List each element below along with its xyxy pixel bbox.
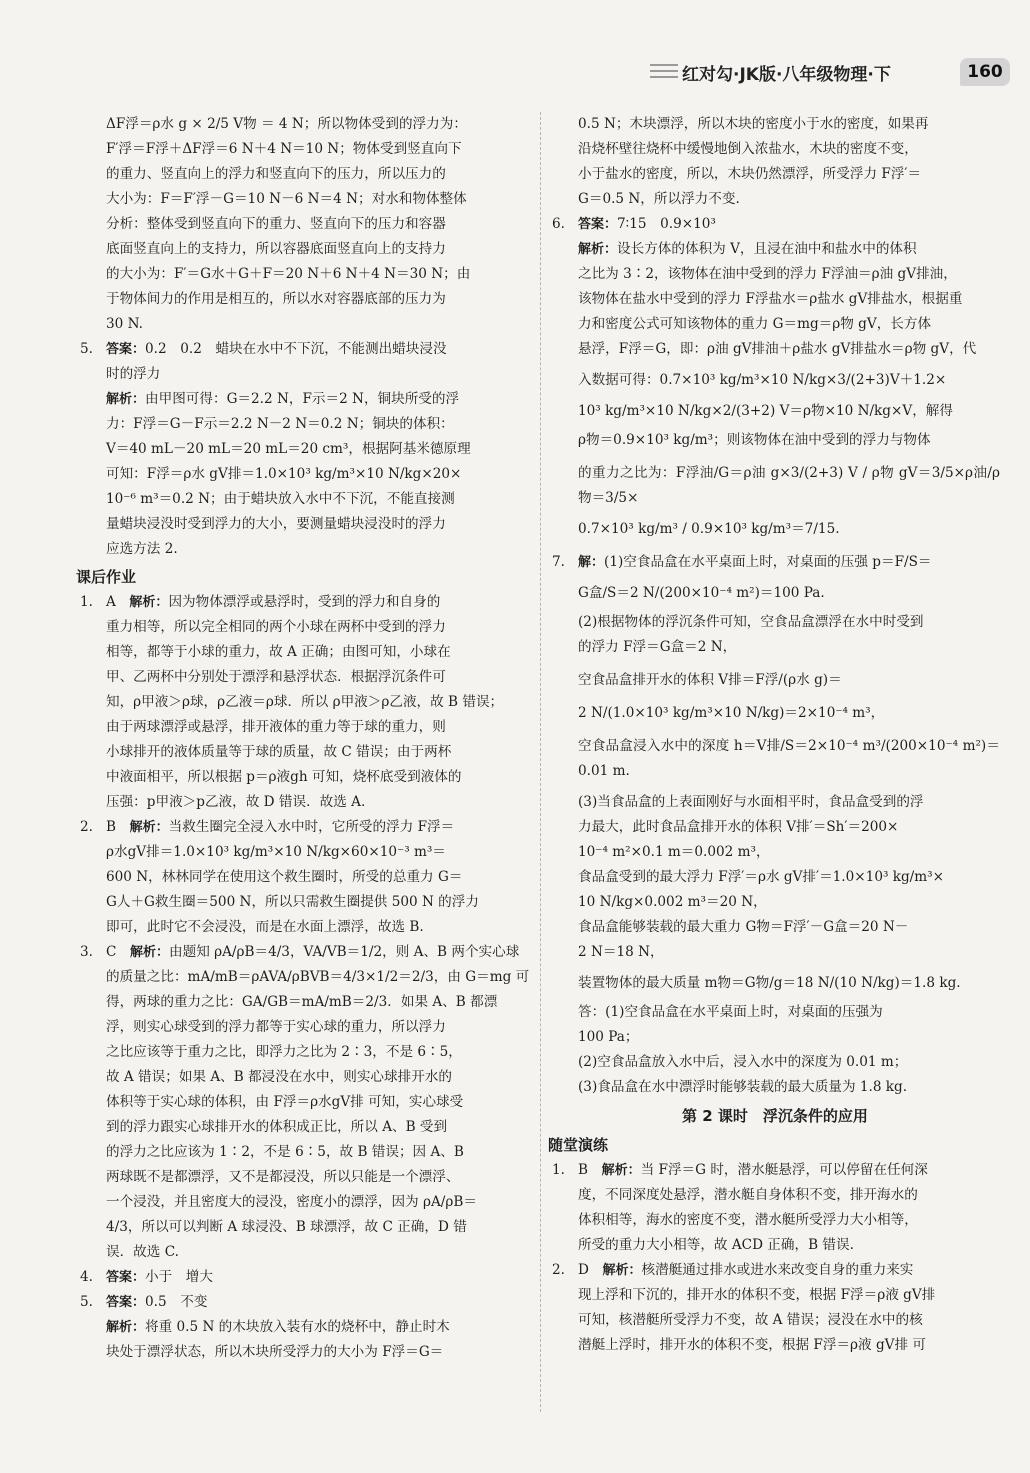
analysis-text: 当救生圈完全浸入水中时，它所受的浮力 F浮＝ <box>168 819 455 835</box>
answer-label: 答案： <box>578 217 618 232</box>
text-line: 力最大，此时食品盒排开水的体积 V排′＝Sh′＝200× <box>578 819 899 835</box>
analysis-label: 解析： <box>601 1163 641 1178</box>
text-line: 甲、乙两杯中分别处于漂浮和悬浮状态．根据浮沉条件可 <box>106 669 446 685</box>
text-line: 分析：整体受到竖直向下的重力、竖直向下的压力和容器 <box>106 216 446 232</box>
text-line: 小于盐水的密度，所以，木块仍然漂浮，所受浮力 F浮′＝ <box>578 166 922 182</box>
analysis-text: 设长方体的体积为 V，且浸在油中和盐水中的体积 <box>617 241 917 257</box>
question-5 <box>78 337 530 562</box>
text-line: 30 N. <box>106 316 143 332</box>
answer-label: 答案： <box>106 1270 146 1285</box>
question-number: 2. <box>80 819 93 835</box>
left-column <box>78 112 530 1365</box>
text-line: 一个浸没，并且密度大的浸没，密度小的漂浮，因为 ρA/ρB＝ <box>106 1194 477 1210</box>
section-title-homework: 课后作业 <box>76 568 137 586</box>
text-line: 由于两球漂浮或悬浮，排开液体的重力等于球的重力，则 <box>106 719 446 735</box>
text-line: 小球排开的液体质量等于球的质量，故 C 错误；由于两杯 <box>106 744 452 760</box>
text-line: 力和密度公式可知该物体的重力 G＝mg＝ρ物 gV，长方体 <box>578 316 932 332</box>
text-line: 于物体间力的作用是相互的，所以水对容器底部的压力为 <box>106 291 446 307</box>
answer-choice: A <box>106 594 116 610</box>
homework-1 <box>78 590 530 815</box>
practice-2 <box>550 1258 1000 1358</box>
analysis-label: 解析： <box>130 945 170 960</box>
text-line: 两球既不是都漂浮，又不是都浸没，所以只能是一个漂浮、 <box>106 1169 460 1185</box>
text-line: 4/3，所以可以判断 A 球浸没、B 球漂浮，故 C 正确，D 错 <box>106 1219 467 1235</box>
text-line: 的质量之比：mA/mB＝ρAVA/ρBVB＝4/3×1/2＝2/3，由 G＝mg 可 <box>106 969 530 985</box>
text-line: 0.7×10³ kg/m³ / 0.9×10³ kg/m³＝7/15. <box>578 521 840 537</box>
analysis-text: 因为物体漂浮或悬浮时，受到的浮力和自身的 <box>168 594 441 610</box>
text-line: 食品盒能够装载的最大重力 G物＝F浮′－G盒＝20 N－ <box>578 919 909 935</box>
text-line: (3)当食品盒的上表面刚好与水面相平时，食品盒受到的浮 <box>578 794 924 810</box>
answer-text: 0.5 不变 <box>145 1294 208 1310</box>
text-line: 得，两球的重力之比：GA/GB＝mA/mB＝2/3．如果 A、B 都漂 <box>106 994 498 1010</box>
analysis-text: 由甲图可得：G＝2.2 N，F示＝2 N，铜块所受的浮 <box>145 391 460 407</box>
text-line: 0.5 N；木块漂浮，所以木块的密度小于水的密度，如果再 <box>578 116 929 132</box>
text-line: 10³ kg/m³×10 N/kg×2/(3+2) V＝ρ物×10 N/kg×V，解得 <box>578 403 953 419</box>
text-line: 即可，此时它不会浸没，而是在水面上漂浮，故选 B. <box>106 919 424 935</box>
text-line: F′浮＝F浮＋ΔF浮＝6 N＋4 N＝10 N；物体受到竖直向下 <box>106 141 462 157</box>
text-line: 体积相等，海水的密度不变，潜水艇所受浮力大小相等， <box>578 1212 918 1228</box>
text-line: 可知，核潜艇所受浮力不变，故 A 错误；浸没在水中的核 <box>578 1312 923 1328</box>
answer-choice: C <box>106 944 117 960</box>
text-line: ρ水gV排＝1.0×10³ kg/m³×10 N/kg×60×10⁻³ m³＝ <box>106 844 446 860</box>
text-line: G盒/S＝2 N/(200×10⁻⁴ m²)＝100 Pa. <box>578 585 825 601</box>
question-number: 1. <box>552 1162 565 1178</box>
text-line: 的浮力 F浮＝G盒＝2 N， <box>578 639 737 655</box>
question-number: 6. <box>552 216 565 232</box>
homework-3 <box>78 940 530 1265</box>
text-line: G＝0.5 N，所以浮力不变. <box>578 191 740 207</box>
text-line: 体积等于实心球的体积，由 F浮＝ρ水gV排 可知，实心球受 <box>106 1094 464 1110</box>
analysis-text: 当 F浮＝G 时，潜水艇悬浮，可以停留在任何深 <box>640 1162 928 1178</box>
analysis-label: 解析： <box>578 242 618 257</box>
text-line: 食品盒受到的最大浮力 F浮′＝ρ水 gV排′＝1.0×10³ kg/m³× <box>578 869 944 885</box>
text-line: 度，不同深度处悬浮，潜水艇自身体积不变，排开海水的 <box>578 1187 918 1203</box>
question-number: 3. <box>80 944 93 960</box>
text-line: 压强：p甲液＞p乙液，故 D 错误．故选 A. <box>106 794 366 810</box>
text-line: 2 N＝18 N， <box>578 944 664 960</box>
text-line: 答：(1)空食品盒在水平桌面上时，对桌面的压强为 <box>578 1004 883 1020</box>
book-title: 红对勾·JK版·八年级物理·下 <box>682 65 891 85</box>
text-line: (3)食品盒在水中漂浮时能够装载的最大质量为 1.8 kg. <box>578 1079 908 1095</box>
text-line: 块处于漂浮状态，所以木块所受浮力的大小为 F浮＝G＝ <box>106 1344 444 1360</box>
page-header <box>640 58 1010 88</box>
answer-choice: B <box>578 1162 588 1178</box>
answer-text: 7∶15 0.9×10³ <box>617 216 716 232</box>
text-line: 误．故选 C. <box>106 1244 179 1260</box>
text-line: 沿烧杯壁往烧杯中缓慢地倒入浓盐水，木块的密度不变， <box>578 141 918 157</box>
text-line: 知，ρ甲液＞ρ球，ρ乙液＝ρ球．所以 ρ甲液＞ρ乙液，故 B 错误； <box>106 694 504 710</box>
answer-choice: D <box>578 1262 589 1278</box>
continued-solution <box>78 112 530 337</box>
text-line: 故 A 错误；如果 A、B 都浸没在水中，则实心球排开水的 <box>106 1069 452 1085</box>
text-line: 装置物体的最大质量 m物＝G物/g＝18 N/(10 N/kg)＝1.8 kg. <box>578 975 961 991</box>
text-line: 浮，则实心球受到的浮力都等于实心球的重力，所以浮力 <box>106 1019 446 1035</box>
text-line: 入数据可得：0.7×10³ kg/m³×10 N/kg×3/(2+3)V＋1.2× <box>578 372 947 388</box>
text-line: 10⁻⁴ m²×0.1 m＝0.002 m³， <box>578 844 770 860</box>
text-line: 到的浮力跟实心球排开水的体积成正比，所以 A、B 受到 <box>106 1119 448 1135</box>
text-line: 所受的重力大小相等，故 ACD 正确，B 错误. <box>578 1237 854 1253</box>
text-line: 潜艇上浮时，排开水的体积不变，根据 F浮＝ρ液 gV排 可 <box>578 1337 926 1353</box>
text-line: 的浮力之比应该为 1∶2，不是 6∶5，故 B 错误；因 A、B <box>106 1144 464 1160</box>
page-number: 160 <box>960 58 1010 86</box>
text-line: 的大小为：F′＝G水＋G＋F＝20 N＋6 N＋4 N＝30 N；由 <box>106 266 471 282</box>
analysis-label: 解析： <box>106 392 146 407</box>
homework-2 <box>78 815 530 940</box>
text-line: 应选方法 2. <box>106 541 178 557</box>
question-number: 1. <box>80 594 93 610</box>
header-lines-icon <box>650 64 678 82</box>
question-number: 2. <box>552 1262 565 1278</box>
text-line: ΔF浮＝ρ水 g × 2/5 V物 ＝ 4 N；所以物体受到的浮力为： <box>106 116 467 132</box>
section-title-practice: 随堂演练 <box>548 1136 609 1154</box>
text-line: 的重力、竖直向上的浮力和竖直向下的压力，所以压力的 <box>106 166 446 182</box>
analysis-label: 解析： <box>129 595 169 610</box>
text-line: 之比应该等于重力之比，即浮力之比为 2∶3，不是 6∶5， <box>106 1044 462 1060</box>
text-line: 2 N/(1.0×10³ kg/m³×10 N/kg)＝2×10⁻⁴ m³， <box>578 705 885 721</box>
question-6 <box>550 212 1000 542</box>
answer-choice: B <box>106 819 116 835</box>
text-line: 现上浮和下沉的，排开水的体积不变，根据 F浮＝ρ液 gV排 <box>578 1287 936 1303</box>
answer-label: 答案： <box>106 342 146 357</box>
text-line: 100 Pa； <box>578 1029 639 1045</box>
analysis-label: 解析： <box>602 1263 642 1278</box>
text-line: 相等，都等于小球的重力，故 A 正确；由图可知，小球在 <box>106 644 451 660</box>
answer-label: 答案： <box>106 1295 146 1310</box>
text-line: 该物体在盐水中受到的浮力 F浮盐水＝ρ盐水 gV排盐水，根据重 <box>578 291 963 307</box>
text-line: (2)空食品盒放入水中后，浸入水中的深度为 0.01 m； <box>578 1054 908 1070</box>
homework-5 <box>78 1290 530 1365</box>
text-line: V＝40 mL－20 mL＝20 mL＝20 cm³，根据阿基米德原理 <box>106 441 471 457</box>
text-line: 量蜡块浸没时受到浮力的大小，要测量蜡块浸没时的浮力 <box>106 516 446 532</box>
practice-1 <box>550 1158 1000 1258</box>
question-number: 4. <box>80 1269 93 1285</box>
text-line: G人＋G救生圈＝500 N，所以只需救生圈提供 500 N 的浮力 <box>106 894 479 910</box>
text-line: ρ物＝0.9×10³ kg/m³；则该物体在油中受到的浮力与物体 <box>578 432 931 448</box>
analysis-text: 将重 0.5 N 的木块放入装有水的烧杯中，静止时木 <box>145 1319 450 1335</box>
question-7 <box>550 550 1000 1100</box>
homework-4 <box>78 1265 530 1290</box>
continued-solution <box>550 112 1000 212</box>
text-line: 10⁻⁶ m³＝0.2 N；由于蜡块放入水中不下沉，不能直接测 <box>106 491 455 507</box>
text-line: 的重力之比为：F浮油/G＝ρ油 g×3/(2+3) V / ρ物 gV＝3/5×ρ油/ρ物＝3/5× <box>578 465 1000 506</box>
analysis-text: 核潜艇通过排水或进水来改变自身的重力来实 <box>641 1262 914 1278</box>
text-line: 力：F浮＝G－F示＝2.2 N－2 N＝0.2 N；铜块的体积： <box>106 416 454 432</box>
text-line: 时的浮力 <box>106 366 161 382</box>
analysis-label: 解析： <box>106 1320 146 1335</box>
solution-text: (1)空食品盒在水平桌面上时，对桌面的压强 p＝F/S＝ <box>604 554 932 570</box>
answer-text: 小于 增大 <box>145 1269 213 1285</box>
analysis-text: 由题知 ρA/ρB＝4/3，VA/VB＝1/2，则 A、B 两个实心球 <box>169 944 520 960</box>
answer-text: 0.2 0.2 蜡块在水中不下沉，不能测出蜡块浸没 <box>145 341 447 357</box>
text-line: 之比为 3∶2，该物体在油中受到的浮力 F浮油＝ρ油 gV排油， <box>578 266 957 282</box>
text-line: 600 N，林林同学在使用这个救生圈时，所受的总重力 G＝ <box>106 869 463 885</box>
question-number: 5. <box>80 1294 93 1310</box>
text-line: 重力相等，所以完全相同的两个小球在两杯中受到的浮力 <box>106 619 446 635</box>
text-line: 空食品盒排开水的体积 V排＝F浮/(ρ水 g)＝ <box>578 672 842 688</box>
text-line: 空食品盒浸入水中的深度 h＝V排/S＝2×10⁻⁴ m³/(200×10⁻⁴ m²)＝0.01 m. <box>578 738 1000 779</box>
question-number: 7. <box>552 554 565 570</box>
text-line: 10 N/kg×0.002 m³＝20 N， <box>578 894 767 910</box>
analysis-label: 解析： <box>129 820 169 835</box>
text-line: 悬浮，F浮＝G，即：ρ油 gV排油＋ρ盐水 gV排盐水＝ρ物 gV，代 <box>578 341 977 357</box>
text-line: (2)根据物体的浮沉条件可知，空食品盒漂浮在水中时受到 <box>578 614 924 630</box>
solution-label: 解： <box>578 555 605 570</box>
text-line: 大小为：F＝F′浮－G＝10 N－6 N＝4 N；对水和物体整体 <box>106 191 467 207</box>
question-number: 5. <box>80 341 93 357</box>
text-line: 底面竖直向上的支持力，所以容器底面竖直向上的支持力 <box>106 241 446 257</box>
right-column <box>550 112 1000 1358</box>
text-line: 中液面相平，所以根据 p＝ρ液gh 可知，烧杯底受到液体的 <box>106 769 462 785</box>
lesson-title: 第 2 课时 浮沉条件的应用 <box>682 1107 868 1125</box>
text-line: 可知：F浮＝ρ水 gV排＝1.0×10³ kg/m³×10 N/kg×20× <box>106 466 462 482</box>
column-divider <box>540 112 541 1412</box>
